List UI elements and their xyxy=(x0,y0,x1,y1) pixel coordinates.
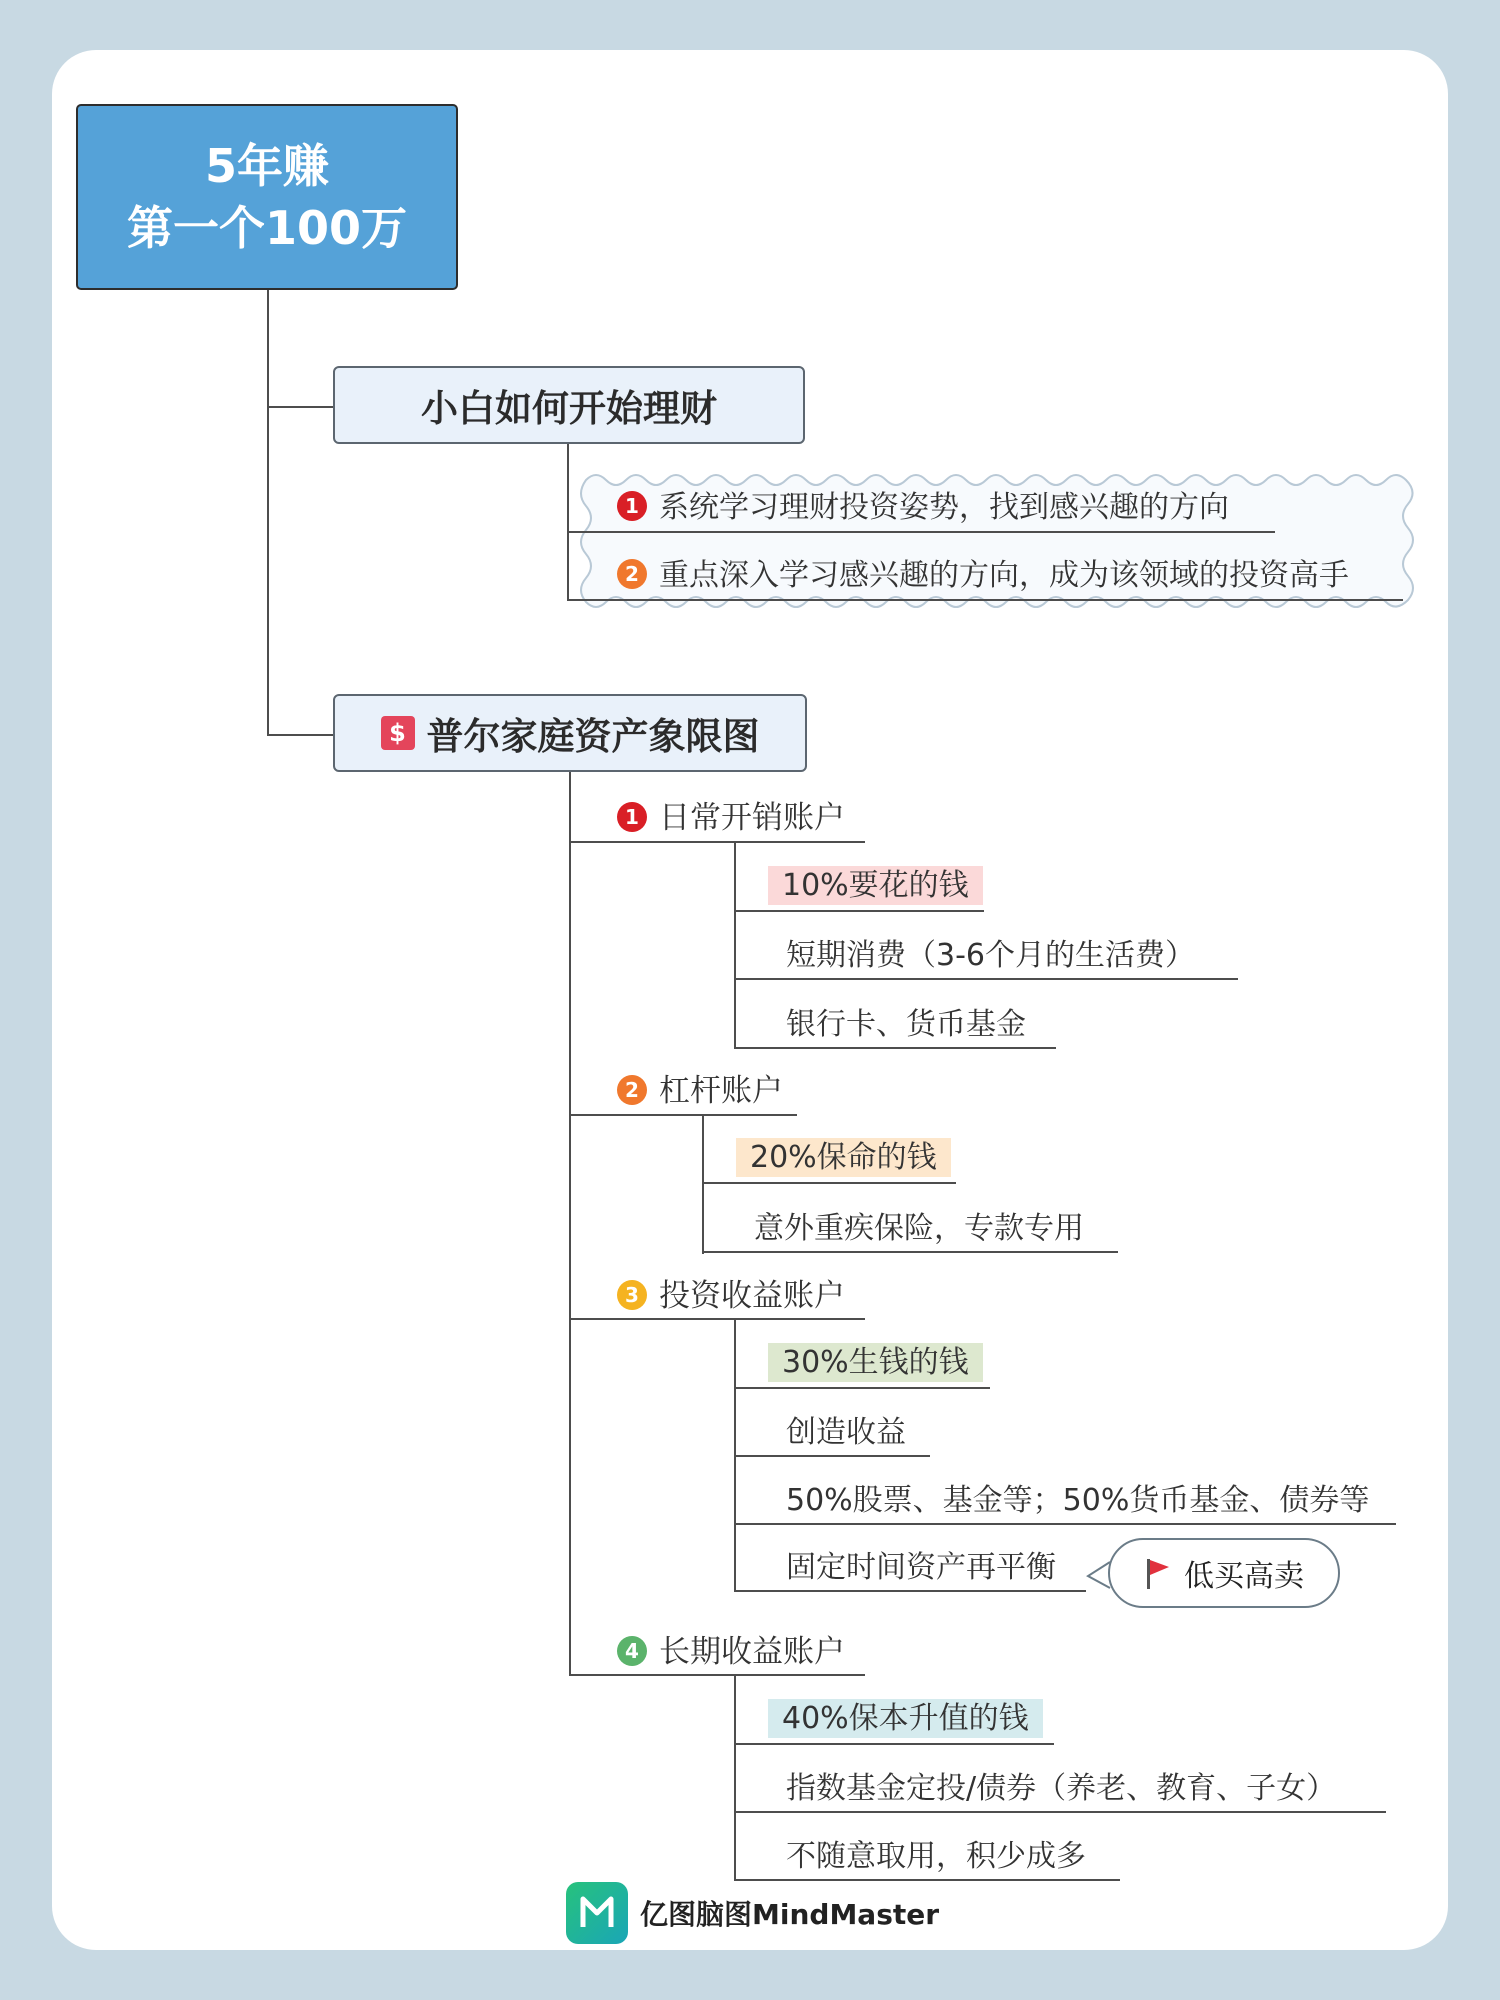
item-text: 重点深入学习感兴趣的方向，成为该领域的投资高手 xyxy=(659,558,1349,593)
account-name: 杠杆账户 xyxy=(659,1073,783,1109)
a1-d1-underline xyxy=(734,978,1238,980)
account1-detail-1: 短期消费（3-6个月的生活费） xyxy=(786,938,1195,973)
account4-detail-2: 不随意取用，积少成多 xyxy=(786,1839,1086,1874)
item1-underline xyxy=(567,531,1275,533)
number-badge-1: 1 xyxy=(617,802,647,832)
branch1-children-connector xyxy=(567,444,569,601)
wavy-boundary xyxy=(576,462,1428,622)
beginner-item-2 xyxy=(617,556,1349,596)
callout-text: 低买高卖 xyxy=(1184,1559,1304,1594)
a4-d2-underline xyxy=(734,1879,1120,1881)
account-node-2[interactable] xyxy=(617,1071,783,1111)
mindmaster-logo-icon xyxy=(566,1882,628,1944)
account-node-1[interactable] xyxy=(617,798,845,838)
number-badge-3: 3 xyxy=(617,1280,647,1310)
branch2-connector xyxy=(267,734,335,736)
account-node-4[interactable] xyxy=(617,1632,845,1672)
account2-children-connector xyxy=(702,1114,704,1254)
a4-h-underline xyxy=(734,1743,1054,1745)
branch-title: 小白如何开始理财 xyxy=(421,387,717,430)
a2-h-underline xyxy=(702,1182,956,1184)
number-badge-4: 4 xyxy=(617,1636,647,1666)
account3-detail-3: 固定时间资产再平衡 xyxy=(786,1550,1056,1585)
highlight-text: 20%保命的钱 xyxy=(736,1138,951,1177)
branch-node-beginner[interactable] xyxy=(333,366,805,444)
account3-detail-1: 创造收益 xyxy=(786,1415,906,1450)
account3-underline xyxy=(569,1318,865,1320)
number-badge-2: 2 xyxy=(617,1075,647,1105)
footer-brand[interactable] xyxy=(566,1882,939,1944)
allocation-highlight-3 xyxy=(768,1343,983,1383)
number-badge-2: 2 xyxy=(617,559,647,589)
account-name: 日常开销账户 xyxy=(659,800,845,836)
highlight-text: 10%要花的钱 xyxy=(768,866,983,905)
a4-d1-underline xyxy=(734,1811,1386,1813)
a1-h-underline xyxy=(734,910,984,912)
account1-underline xyxy=(569,841,865,843)
a3-d1-underline xyxy=(734,1455,930,1457)
root-title-line1: 5年赚 xyxy=(204,139,329,193)
branch2-children-connector xyxy=(569,772,571,1676)
allocation-highlight-1 xyxy=(768,866,983,906)
allocation-highlight-4 xyxy=(768,1699,1043,1739)
account4-detail-1: 指数基金定投/债券（养老、教育、子女） xyxy=(786,1771,1337,1806)
account2-underline xyxy=(569,1114,797,1116)
branch-title: 普尔家庭资产象限图 xyxy=(426,715,760,758)
root-title-line2: 第一个100万 xyxy=(126,201,408,255)
account1-detail-2: 银行卡、货币基金 xyxy=(786,1007,1026,1042)
account4-children-connector xyxy=(734,1674,736,1880)
highlight-text: 40%保本升值的钱 xyxy=(768,1699,1043,1738)
number-badge-1: 1 xyxy=(617,491,647,521)
brand-name: 亿图脑图MindMaster xyxy=(640,1898,940,1931)
root-node[interactable] xyxy=(76,104,458,290)
a1-d2-underline xyxy=(734,1047,1056,1049)
account3-detail-2: 50%股票、基金等；50%货币基金、债券等 xyxy=(786,1483,1370,1518)
a3-d3-underline xyxy=(734,1590,1086,1592)
beginner-item-1 xyxy=(617,488,1229,528)
branch-node-asset-quadrant[interactable] xyxy=(333,694,807,772)
callout-low-buy-high-sell[interactable] xyxy=(1108,1538,1340,1608)
a3-h-underline xyxy=(734,1387,990,1389)
account-name: 长期收益账户 xyxy=(659,1634,845,1670)
account1-children-connector xyxy=(734,841,736,1049)
account-name: 投资收益账户 xyxy=(659,1278,845,1314)
root-connector xyxy=(267,290,269,736)
branch1-connector xyxy=(267,406,335,408)
account4-underline xyxy=(569,1674,865,1676)
item-text: 系统学习理财投资姿势，找到感兴趣的方向 xyxy=(659,490,1229,525)
allocation-highlight-2 xyxy=(736,1138,951,1178)
account2-detail-1: 意外重疾保险，专款专用 xyxy=(754,1211,1084,1246)
a3-d2-underline xyxy=(734,1523,1396,1525)
flag-icon xyxy=(1144,1557,1172,1589)
a2-d1-underline xyxy=(702,1251,1118,1253)
account-node-3[interactable] xyxy=(617,1276,845,1316)
highlight-text: 30%生钱的钱 xyxy=(768,1343,983,1382)
item2-underline xyxy=(567,599,1403,601)
dollar-icon: $ xyxy=(381,716,415,750)
